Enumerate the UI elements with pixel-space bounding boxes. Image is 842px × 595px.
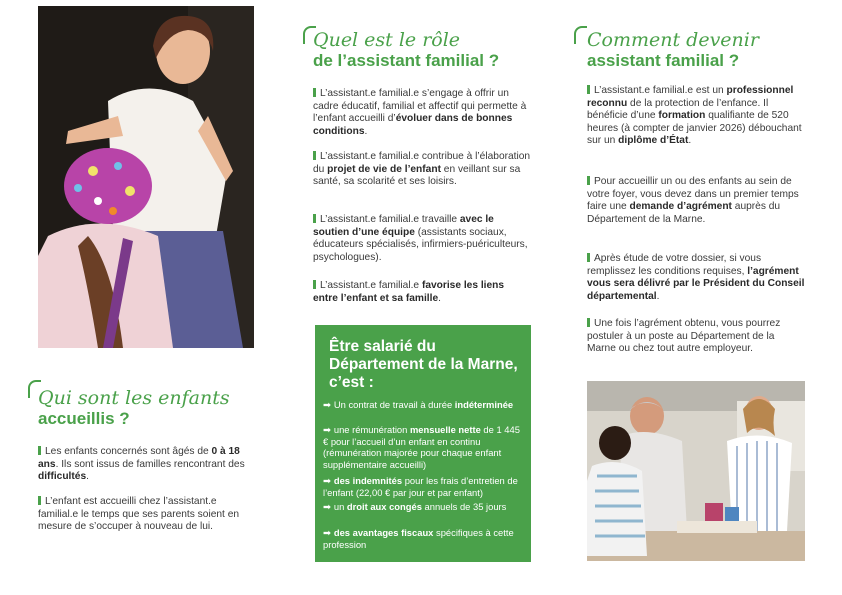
photo-woman-and-child [38, 6, 254, 348]
section1-paragraph-4: L’assistant.e familial.e favorise les liens entre l’enfant et sa famille. [313, 280, 505, 304]
benefit-item: ➡ des indemnités pour les frais d’entretien de l’enfant (22,00 € par jour et par enfant) [323, 475, 518, 498]
green-bullet-icon [587, 318, 590, 327]
green-bullet-icon [313, 280, 316, 289]
title-hook-decoration [574, 26, 587, 44]
section3-paragraph-1: Les enfants concernés sont âgés de 0 à 18 ans. Ils sont issus de familles rencontrant des difficultés. [38, 446, 245, 483]
arrow-right-icon: ➡ [323, 527, 331, 538]
green-bullet-icon [587, 85, 590, 94]
section1-title-bold: de l’assistant familial ? [313, 51, 500, 70]
green-bullet-icon [587, 176, 590, 185]
section3-title-script: Qui sont les enfants [38, 387, 230, 409]
photo-woman-and-child-illustration [38, 6, 254, 348]
photo-family-kitchen [587, 381, 805, 561]
green-bullet-icon [313, 151, 316, 160]
benefit-item: ➡ des avantages fiscaux spécifiques à cette profession [323, 527, 514, 550]
section1-title-script: Quel est le rôle [313, 29, 461, 51]
section1-paragraph-1: L’assistant.e familial.e s’engage à offrir un cadre éducatif, familial et affectif qui permette à l’enfant accueilli d’évoluer dans de bonnes conditions. [313, 88, 527, 137]
section1-paragraph-3: L’assistant.e familial.e travaille avec le soutien d’une équipe (assistants sociaux, éducateurs spécialisés, infirmiers-puériculteurs, psychologues). [313, 214, 528, 263]
photo-family-kitchen-illustration [587, 381, 805, 561]
section2-title-bold: assistant familial ? [587, 51, 740, 70]
benefit-item: ➡ Un contrat de travail à durée indéterminée [323, 399, 514, 410]
section2-paragraph-2: Pour accueillir un ou des enfants au sein de votre foyer, vous devez dans un premier temps faire une demande d’agrément auprès du Département de la Marne. [587, 176, 799, 225]
salary-benefits-box [315, 325, 531, 562]
section1-paragraph-2: L’assistant.e familial.e contribue à l’élaboration du projet de vie de l’enfant en veillant sur sa santé, sa scolarité et ses loisirs. [313, 151, 531, 188]
green-bullet-icon [38, 496, 41, 505]
green-bullet-icon [313, 214, 316, 223]
green-bullet-icon [38, 446, 41, 455]
green-bullet-icon [587, 253, 590, 262]
section2-paragraph-1: L’assistant.e familial.e est un professionnel reconnu de la protection de l’enfance. Il bénéficie d’une formation qualifiante de 520 heures (à compter de janvier 2026) débouchant sur un diplôme d’État. [587, 85, 802, 147]
arrow-right-icon: ➡ [323, 424, 331, 435]
green-bullet-icon [313, 88, 316, 97]
salary-benefits-title: Être salarié du Département de la Marne, c’est : [329, 338, 518, 391]
arrow-right-icon: ➡ [323, 399, 331, 410]
section2-paragraph-3: Après étude de votre dossier, si vous remplissez les conditions requises, l’agrément vous sera délivré par le Président du Conseil départemental. [587, 253, 805, 302]
benefit-item: ➡ un droit aux congés annuels de 35 jours [323, 501, 507, 512]
arrow-right-icon: ➡ [323, 501, 331, 512]
section3-title-bold: accueillis ? [38, 409, 130, 428]
section2-title-script: Comment devenir [587, 29, 759, 51]
arrow-right-icon: ➡ [323, 475, 331, 486]
benefit-item: ➡ une rémunération mensuelle nette de 1 445 € pour l’accueil d’un enfant en continu (rémunération majorée pour chaque enfant supplémentaire accueilli) [323, 424, 520, 471]
section3-paragraph-2: L’enfant est accueilli chez l’assistant.e familial.e le temps que ses parents soient en mesure de s’occuper à nouveau de lui. [38, 496, 240, 533]
section2-paragraph-4: Une fois l’agrément obtenu, vous pourrez postuler à un poste au Département de la Marne ou chez tout autre employeur. [587, 318, 781, 355]
